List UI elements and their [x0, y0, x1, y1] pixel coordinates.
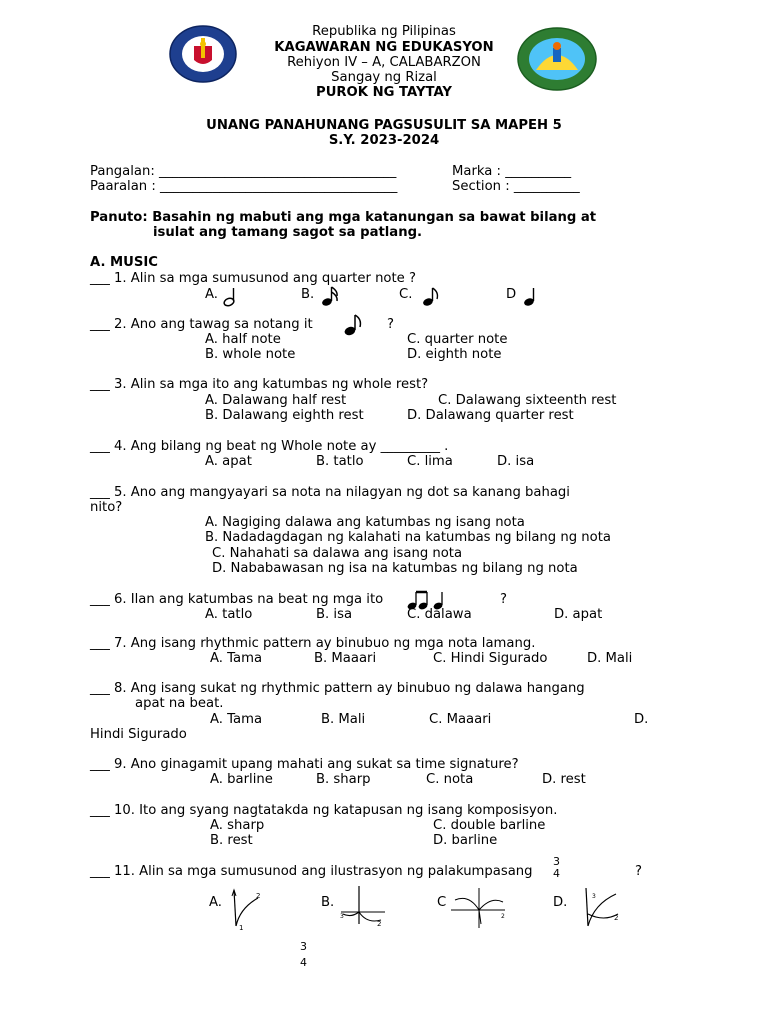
section-field: Section : __________	[452, 179, 580, 194]
conducting-pattern-d-icon	[576, 884, 622, 932]
q8-option-a: A. Tama	[210, 712, 263, 727]
question-5-cont: nito?	[90, 500, 123, 515]
question-2: ___ 2. Ano ang tawag sa notang it	[90, 317, 313, 332]
q11-option-d: D.	[553, 895, 568, 910]
conducting-pattern-c-icon	[447, 884, 509, 932]
exam-title: UNANG PANAHUNANG PAGSUSULIT SA MAPEH 5	[206, 118, 562, 133]
q6-option-a: A. tatlo	[205, 607, 253, 622]
q4-option-d: D. isa	[497, 454, 535, 469]
q8-option-d-cont: Hindi Sigurado	[90, 727, 187, 742]
footer-time-signature-bottom: 4	[300, 956, 307, 969]
district-text: PUROK NG TAYTAY	[316, 85, 452, 100]
q5-option-c: C. Nahahati sa dalawa ang isang nota	[212, 546, 463, 561]
svg-text:2: 2	[256, 892, 261, 900]
q8-option-c: C. Maaari	[429, 712, 492, 727]
q4-option-b: B. tatlo	[316, 454, 364, 469]
q2-option-a: A. half note	[205, 332, 281, 347]
q10-option-b: B. rest	[210, 833, 253, 848]
q3-option-b: B. Dalawang eighth rest	[205, 408, 364, 423]
question-4: ___ 4. Ang bilang ng beat ng Whole note ay _________ .	[90, 439, 449, 454]
footer-time-signature-top: 3	[300, 940, 307, 953]
question-3: ___ 3. Alin sa mga ito ang katumbas ng whole rest?	[90, 377, 429, 392]
q2-option-d: D. eighth note	[407, 347, 502, 362]
q1-option-c: C.	[399, 287, 413, 302]
question-1: ___ 1. Alin sa mga sumusunod ang quarter note ?	[90, 271, 416, 286]
conducting-pattern-a-icon	[226, 886, 266, 932]
question-8-cont: apat na beat.	[135, 696, 224, 711]
svg-text:3: 3	[592, 893, 596, 900]
q3-option-c: C. Dalawang sixteenth rest	[438, 393, 617, 408]
q11-option-a: A.	[209, 895, 222, 910]
q7-option-d: D. Mali	[587, 651, 633, 666]
directions-line2: isulat ang tamang sagot sa patlang.	[153, 225, 423, 240]
eighth-note-icon	[422, 287, 442, 307]
q8-option-b: B. Mali	[321, 712, 366, 727]
svg-text:3: 3	[340, 913, 344, 920]
q9-option-d: D. rest	[542, 772, 586, 787]
directions-line1: Panuto: Basahin ng mabuti ang mga katanungan sa bawat bilang at	[90, 210, 597, 225]
q9-option-a: A. barline	[210, 772, 273, 787]
svg-text:2: 2	[501, 913, 505, 920]
question-9: ___ 9. Ano ginagamit upang mahati ang sukat sa time signature?	[90, 757, 519, 772]
question-11: ___ 11. Alin sa mga sumusunod ang ilustrasyon ng palakumpasang	[90, 864, 533, 879]
q11-time-signature-bottom: 4	[553, 867, 560, 880]
q6-option-d: D. apat	[554, 607, 603, 622]
q10-option-a: A. sharp	[210, 818, 265, 833]
q11-time-signature-top: 3	[553, 855, 560, 868]
conducting-pattern-b-icon	[337, 884, 389, 930]
q6-question-mark: ?	[500, 592, 507, 607]
svg-text:2: 2	[377, 920, 382, 928]
question-5: ___ 5. Ano ang mangyayari sa nota na nilagyan ng dot sa kanang bahagi	[90, 485, 570, 500]
department-text: KAGAWARAN NG EDUKASYON	[274, 40, 494, 55]
eighth-note-icon	[343, 313, 365, 337]
q5-option-a: A. Nagiging dalawa ang katumbas ng isang nota	[205, 515, 525, 530]
region-text: Rehiyon IV – A, CALABARZON	[287, 55, 481, 70]
q2-option-c: C. quarter note	[407, 332, 508, 347]
q1-option-d: D	[506, 287, 517, 302]
q6-option-b: B. isa	[316, 607, 353, 622]
sixteenth-note-icon	[321, 285, 343, 307]
q5-option-b: B. Nadadagdagan ng kalahati na katumbas ng bilang ng nota	[205, 530, 611, 545]
question-8: ___ 8. Ang isang sukat ng rhythmic pattern ay binubuo ng dalawa hangang	[90, 681, 585, 696]
q11-option-b: B.	[321, 895, 335, 910]
q10-option-c: C. double barline	[433, 818, 546, 833]
q7-option-c: C. Hindi Sigurado	[433, 651, 548, 666]
q3-option-a: A. Dalawang half rest	[205, 393, 347, 408]
q4-option-c: C. lima	[407, 454, 453, 469]
q8-option-d: D.	[634, 712, 649, 727]
q9-option-b: B. sharp	[316, 772, 371, 787]
q11-option-c: C	[437, 895, 447, 910]
q1-option-a: A.	[205, 287, 218, 302]
q11-question-mark: ?	[635, 864, 642, 879]
q4-option-a: A. apat	[205, 454, 252, 469]
q5-option-d: D. Nababawasan ng isa na katumbas ng bilang ng nota	[212, 561, 578, 576]
q6-option-c: C. dalawa	[407, 607, 472, 622]
quarter-note-icon	[523, 287, 539, 307]
division-text: Sangay ng Rizal	[331, 70, 437, 85]
question-6: ___ 6. Ilan ang katumbas na beat ng mga ito	[90, 592, 384, 607]
q2-question-mark: ?	[387, 317, 394, 332]
half-note-icon	[223, 287, 241, 307]
question-10: ___ 10. Ito ang syang nagtatakda ng katapusan ng isang komposisyon.	[90, 803, 558, 818]
q9-option-c: C. nota	[426, 772, 474, 787]
school-year: S.Y. 2023-2024	[328, 133, 440, 148]
svg-text:2: 2	[614, 914, 619, 922]
q10-option-d: D. barline	[433, 833, 498, 848]
section-music-heading: A. MUSIC	[90, 255, 158, 270]
q7-option-b: B. Maaari	[314, 651, 377, 666]
question-7: ___ 7. Ang isang rhythmic pattern ay binubuo ng mga nota lamang.	[90, 636, 536, 651]
q7-option-a: A. Tama	[210, 651, 263, 666]
school-field: Paaralan : ____________________________________	[90, 179, 398, 194]
q3-option-d: D. Dalawang quarter rest	[407, 408, 574, 423]
republic-text: Republika ng Pilipinas	[312, 24, 456, 39]
svg-text:1: 1	[239, 924, 244, 932]
name-field: Pangalan: ____________________________________	[90, 164, 397, 179]
q2-option-b: B. whole note	[205, 347, 296, 362]
q1-option-b: B.	[301, 287, 315, 302]
score-field: Marka : __________	[452, 164, 572, 179]
